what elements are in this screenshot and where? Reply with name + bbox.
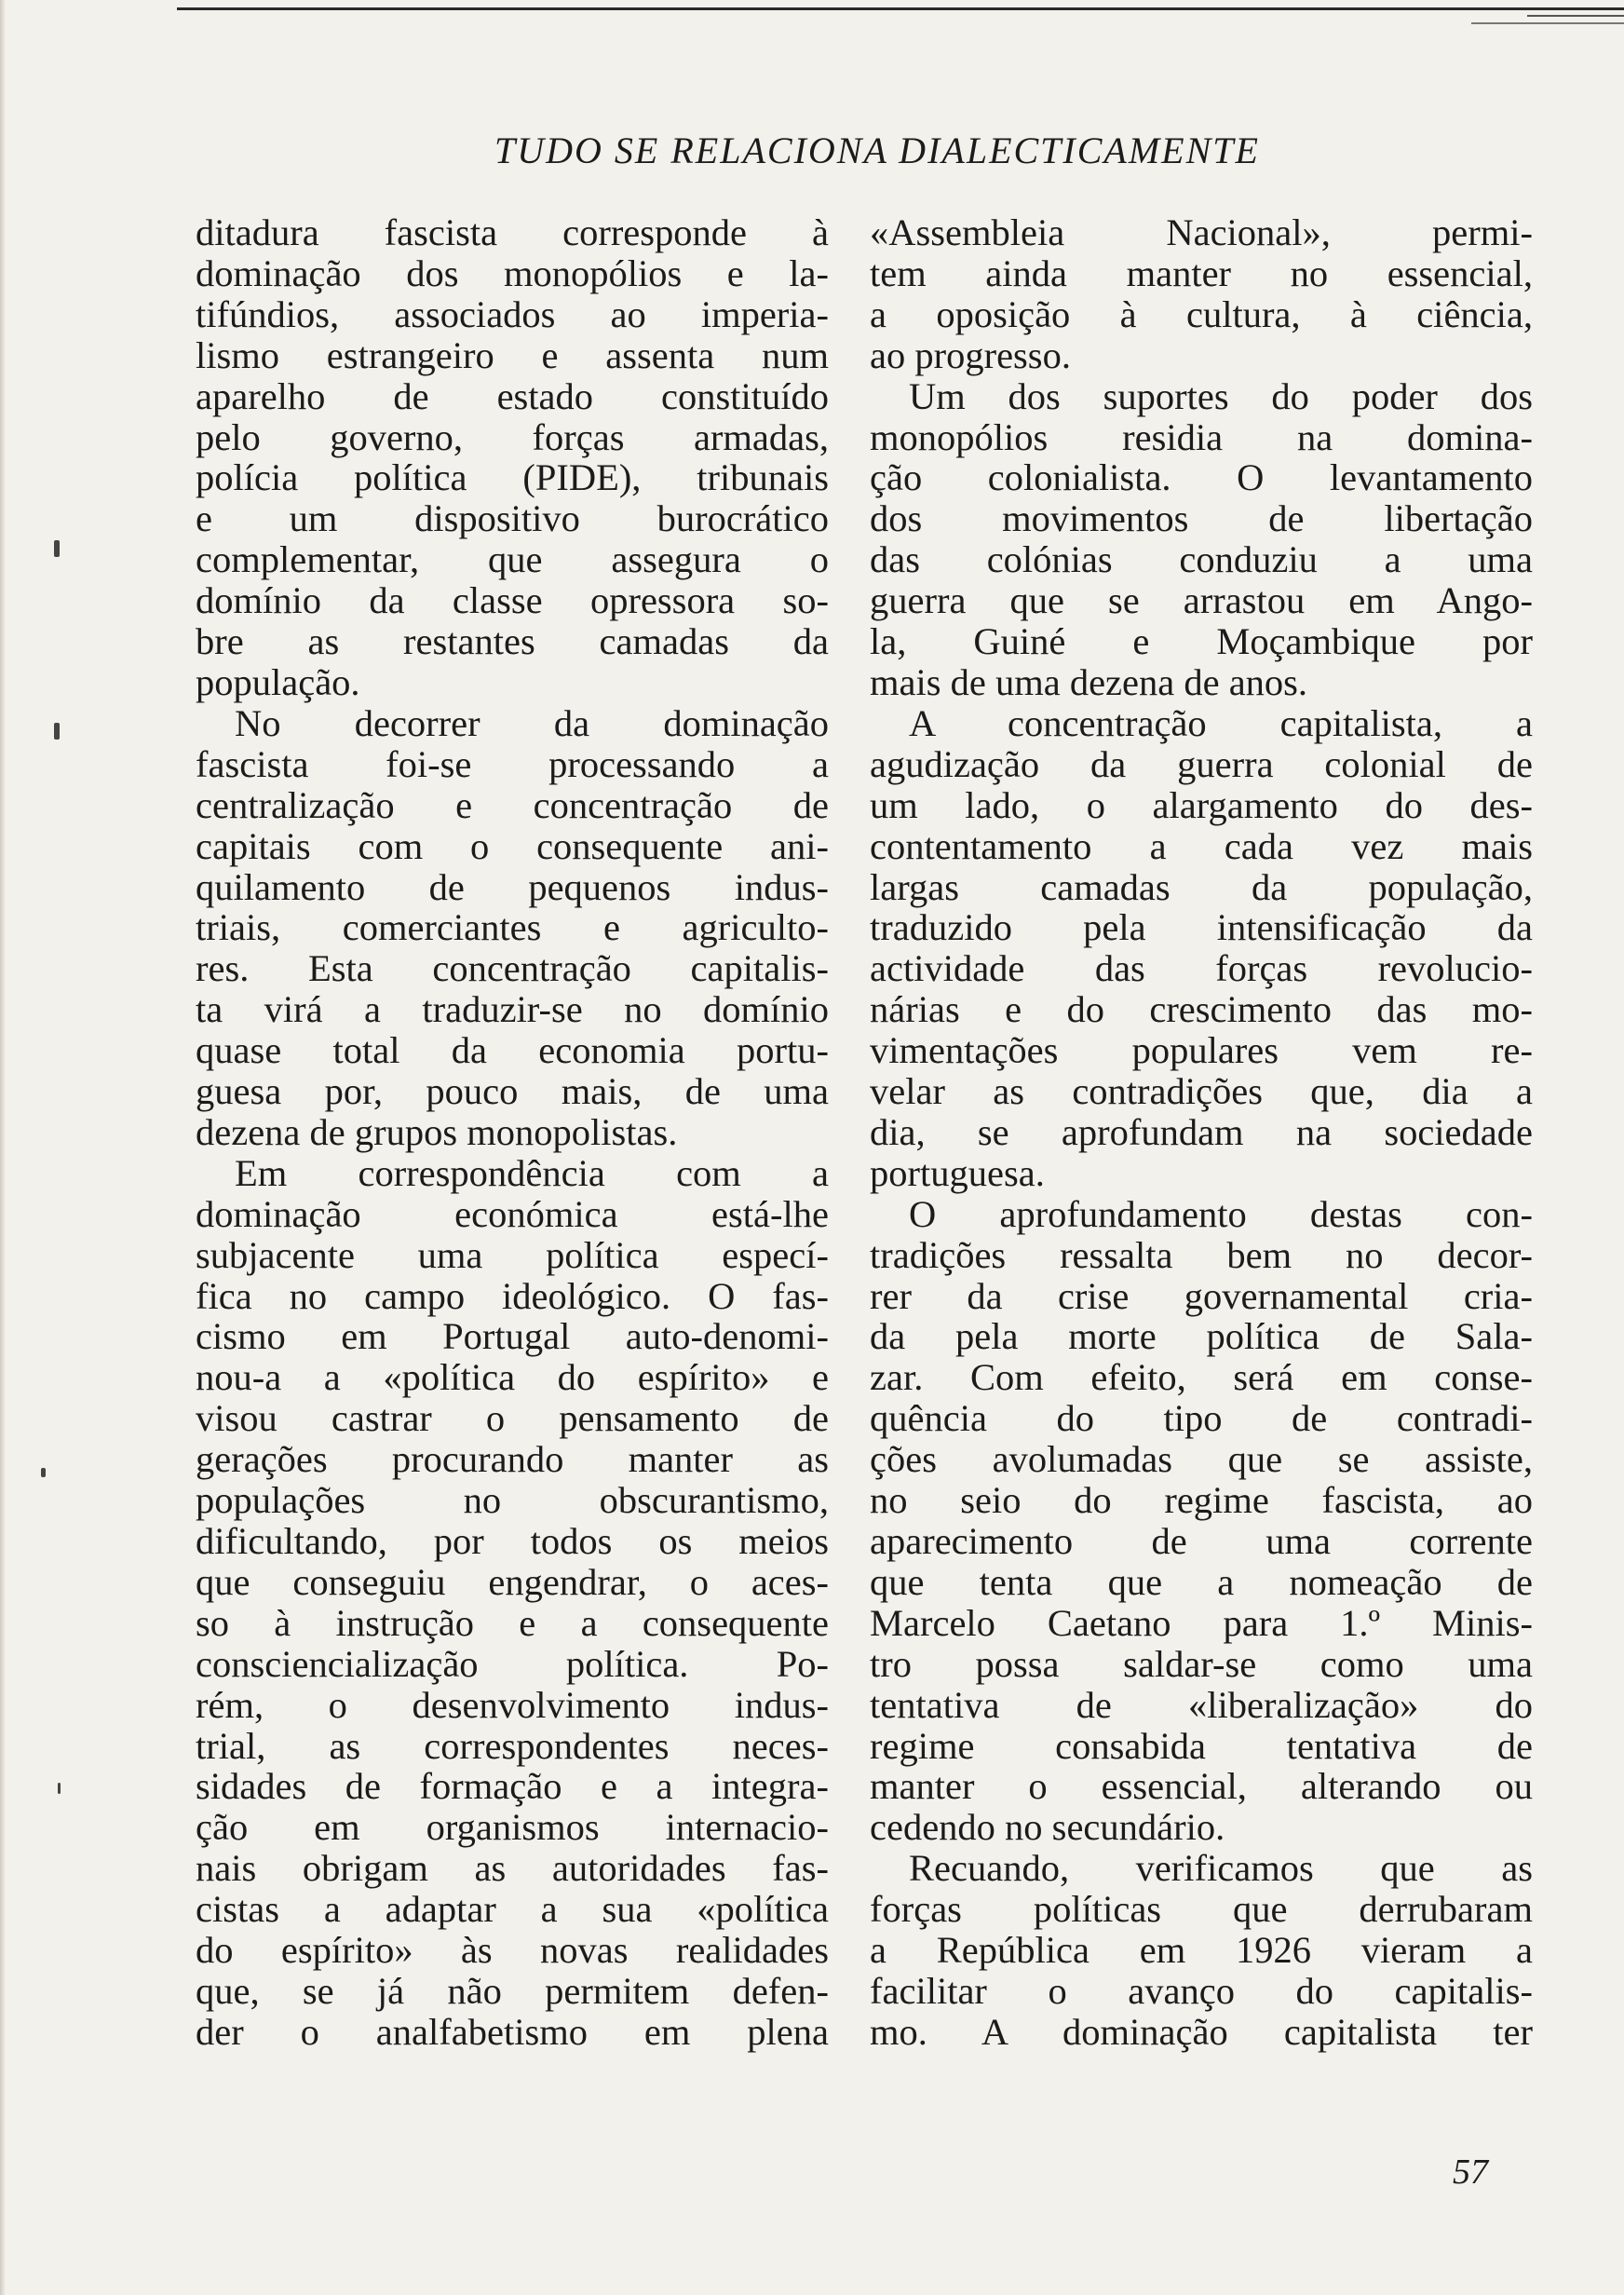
text-line: a oposição à cultura, à ciência, xyxy=(870,292,1533,335)
text-line: fascista foi-se processando a xyxy=(196,742,829,785)
text-line: cedendo no secundário. xyxy=(870,1806,1225,1849)
text-line: população. xyxy=(196,660,360,703)
text-line: lismo estrangeiro e assenta num xyxy=(196,333,829,376)
text-line: manter o essencial, alterando ou xyxy=(870,1765,1533,1808)
text-line: O aprofundamento destas con- xyxy=(909,1192,1533,1235)
text-line: ção em organismos internacio- xyxy=(196,1806,829,1849)
text-line: la, Guiné e Moçambique por xyxy=(870,620,1533,663)
text-line: visou castrar o pensamento de xyxy=(196,1397,829,1440)
text-line: A concentração capitalista, a xyxy=(909,701,1533,744)
text-line: actividade das forças revolucio- xyxy=(870,947,1533,990)
text-line: das colónias conduziu a uma xyxy=(870,538,1533,581)
text-line: da pela morte política de Sala- xyxy=(870,1315,1533,1358)
text-line: velar as contradições que, dia a xyxy=(870,1070,1533,1113)
text-line: mo. A dominação capitalista ter xyxy=(870,2010,1533,2053)
left-column xyxy=(196,212,829,2053)
text-line: a República em 1926 vieram a xyxy=(870,1929,1533,1972)
running-head: TUDO SE RELACIONA DIALECTICAMENTE xyxy=(494,129,1260,171)
top-rule-fragment xyxy=(1527,15,1624,17)
text-line: portuguesa. xyxy=(870,1151,1045,1194)
text-line: rém, o desenvolvimento indus- xyxy=(196,1683,829,1726)
text-line: fica no campo ideológico. O fas- xyxy=(196,1274,829,1317)
text-line: ta virá a traduzir-se no domínio xyxy=(196,988,829,1031)
text-line: domínio da classe opressora so- xyxy=(196,579,829,622)
text-line: Um dos suportes do poder dos xyxy=(909,374,1533,417)
text-line: so à instrução e a consequente xyxy=(196,1601,829,1644)
text-line: contentamento a cada vez mais xyxy=(870,824,1533,867)
text-line: aparecimento de uma corrente xyxy=(870,1520,1533,1562)
text-line: facilitar o avanço do capitalis- xyxy=(870,1969,1533,2012)
text-line: ções avolumadas que se assiste, xyxy=(870,1438,1533,1481)
text-line: agudização da guerra colonial de xyxy=(870,742,1533,785)
text-line: ção colonialista. O levantamento xyxy=(870,456,1533,499)
text-line: «Assembleia Nacional», permi- xyxy=(870,211,1533,253)
right-column xyxy=(870,212,1533,2053)
text-line: do espírito» às novas realidades xyxy=(196,1929,829,1972)
text-line: dominação dos monopólios e la- xyxy=(196,251,829,294)
text-line: Em correspondência com a xyxy=(235,1151,829,1194)
text-line: tifúndios, associados ao imperia- xyxy=(196,292,829,335)
text-line: subjacente uma política especí- xyxy=(196,1233,829,1276)
text-line: res. Esta concentração capitalis- xyxy=(196,947,829,990)
text-line: ditadura fascista corresponde à xyxy=(196,211,829,253)
text-line: dominação económica está-lhe xyxy=(196,1192,829,1235)
top-rule-fragment xyxy=(1471,22,1624,24)
text-line: aparelho de estado constituído xyxy=(196,374,829,417)
text-line: No decorrer da dominação xyxy=(235,701,829,744)
text-line: tentativa de «liberalização» do xyxy=(870,1683,1533,1726)
text-line: monopólios residia na domina- xyxy=(870,415,1533,458)
text-line: der o analfabetismo em plena xyxy=(196,2010,829,2053)
text-line: cismo em Portugal auto-denomi- xyxy=(196,1315,829,1358)
text-line: Marcelo Caetano para 1.º Minis- xyxy=(870,1601,1533,1644)
text-line: dificultando, por todos os meios xyxy=(196,1520,829,1562)
text-line: que tenta que a nomeação de xyxy=(870,1560,1533,1603)
text-line: consciencialização política. Po- xyxy=(196,1642,829,1685)
text-line: mais de uma dezena de anos. xyxy=(870,660,1308,703)
text-line: no seio do regime fascista, ao xyxy=(870,1479,1533,1522)
margin-mark xyxy=(54,723,60,740)
text-line: quase total da economia portu- xyxy=(196,1029,829,1072)
text-line: rer da crise governamental cria- xyxy=(870,1274,1533,1317)
text-line: um lado, o alargamento do des- xyxy=(870,783,1533,826)
text-line: tem ainda manter no essencial, xyxy=(870,251,1533,294)
text-line: polícia política (PIDE), tribunais xyxy=(196,456,829,499)
scan-left-edge xyxy=(0,0,6,2295)
text-line: dia, se aprofundam na sociedade xyxy=(870,1110,1533,1153)
text-line: dos movimentos de libertação xyxy=(870,497,1533,540)
text-line: sidades de formação e a integra- xyxy=(196,1765,829,1808)
text-line: zar. Com efeito, será em conse- xyxy=(870,1356,1533,1399)
text-line: guerra que se arrastou em Ango- xyxy=(870,579,1533,622)
text-line: nárias e do crescimento das mo- xyxy=(870,988,1533,1031)
text-line: cistas a adaptar a sua «política xyxy=(196,1888,829,1931)
text-line: regime consabida tentativa de xyxy=(870,1724,1533,1767)
text-line: e um dispositivo burocrático xyxy=(196,497,829,540)
text-line: nais obrigam as autoridades fas- xyxy=(196,1847,829,1890)
top-rule xyxy=(177,7,1624,10)
text-line: dezena de grupos monopolistas. xyxy=(196,1110,678,1153)
page-number: 57 xyxy=(1453,2152,1488,2192)
margin-mark xyxy=(54,540,60,557)
text-line: centralização e concentração de xyxy=(196,783,829,826)
text-line: forças políticas que derrubaram xyxy=(870,1888,1533,1931)
text-line: que, se já não permitem defen- xyxy=(196,1969,829,2012)
text-line: quência do tipo de contradi- xyxy=(870,1397,1533,1440)
margin-mark xyxy=(41,1468,46,1477)
margin-mark xyxy=(58,1783,61,1794)
text-line: capitais com o consequente ani- xyxy=(196,824,829,867)
text-line: ao progresso. xyxy=(870,333,1071,376)
text-line: complementar, que assegura o xyxy=(196,538,829,581)
text-line: gerações procurando manter as xyxy=(196,1438,829,1481)
text-line: traduzido pela intensificação da xyxy=(870,906,1533,949)
text-line: vimentações populares vem re- xyxy=(870,1029,1533,1072)
text-line: bre as restantes camadas da xyxy=(196,620,829,663)
text-line: tro possa saldar-se como uma xyxy=(870,1642,1533,1685)
text-line: nou-a a «política do espírito» e xyxy=(196,1356,829,1399)
text-line: tradições ressalta bem no decor- xyxy=(870,1233,1533,1276)
text-line: trial, as correspondentes neces- xyxy=(196,1724,829,1767)
text-line: Recuando, verificamos que as xyxy=(909,1847,1533,1890)
text-line: populações no obscurantismo, xyxy=(196,1479,829,1522)
text-line: quilamento de pequenos indus- xyxy=(196,865,829,908)
text-line: triais, comerciantes e agriculto- xyxy=(196,906,829,949)
text-line: que conseguiu engendrar, o aces- xyxy=(196,1560,829,1603)
text-line: pelo governo, forças armadas, xyxy=(196,415,829,458)
text-line: largas camadas da população, xyxy=(870,865,1533,908)
text-line: guesa por, pouco mais, de uma xyxy=(196,1070,829,1113)
